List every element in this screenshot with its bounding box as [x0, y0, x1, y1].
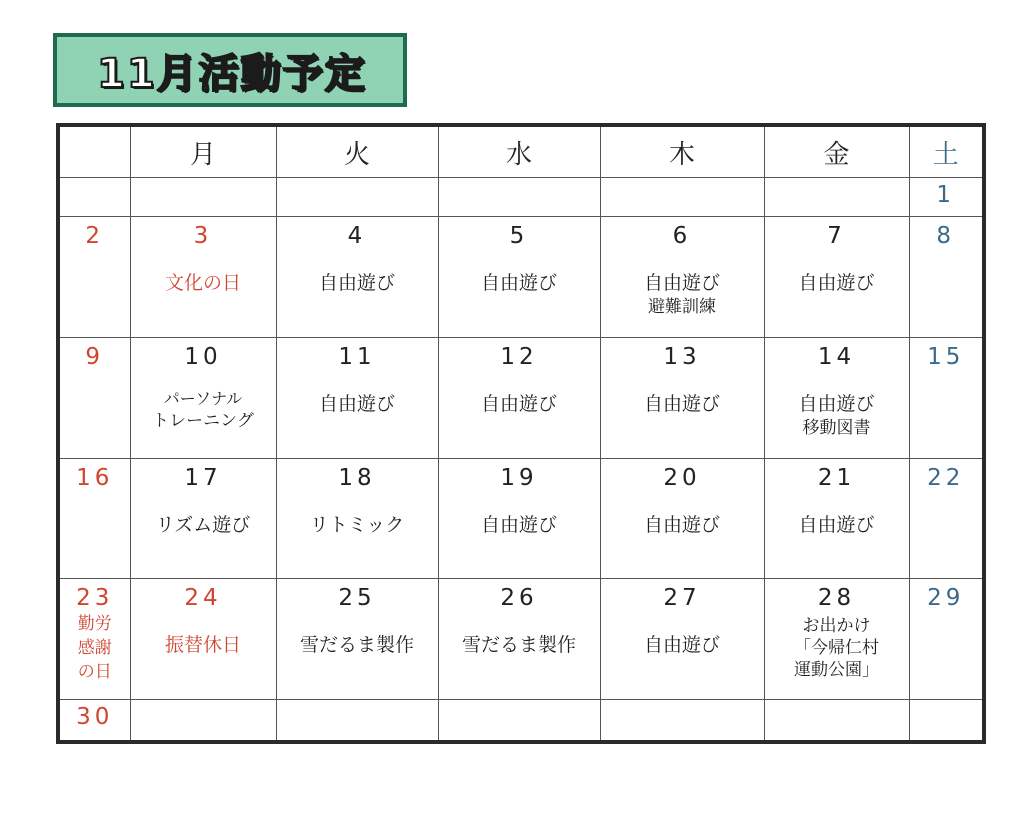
header-mon: 月: [130, 125, 276, 178]
day-cell: [764, 178, 909, 217]
event-label: 自由遊び: [643, 513, 720, 536]
day-cell: [58, 699, 130, 742]
event-sublabel: 避難訓練: [648, 297, 716, 318]
day-number: 23: [76, 585, 114, 612]
day-number: 24: [184, 585, 222, 612]
week-row: [58, 338, 984, 459]
title-banner: [53, 33, 407, 107]
day-cell: [438, 699, 600, 742]
day-number: 25: [338, 585, 376, 612]
day-number: 4: [347, 223, 367, 250]
day-cell: [58, 178, 130, 217]
event-label: リズム遊び: [155, 513, 251, 536]
day-cell: [764, 338, 909, 459]
day-cell: [438, 458, 600, 579]
holiday-note: 感謝: [77, 638, 112, 659]
day-cell: [909, 178, 984, 217]
day-cell: [438, 178, 600, 217]
day-cell: [276, 178, 438, 217]
header-tue: 火: [276, 125, 438, 178]
day-number: 26: [500, 585, 538, 612]
event-label-line2: トレーニング: [152, 411, 254, 432]
event-label: 自由遊び: [798, 272, 875, 295]
day-cell: [600, 699, 764, 742]
day-number: 19: [500, 464, 538, 491]
day-cell: [764, 579, 909, 700]
day-number: 20: [663, 464, 701, 491]
event-label: 自由遊び: [480, 272, 557, 295]
week-row: [58, 458, 984, 579]
day-number: 30: [76, 703, 114, 730]
day-number: 3: [193, 223, 213, 250]
day-number: 11: [338, 344, 376, 371]
day-number: 29: [927, 585, 965, 612]
event-label: 自由遊び: [798, 513, 875, 536]
day-cell: [276, 338, 438, 459]
day-number: 15: [927, 344, 965, 371]
day-number: 1: [936, 182, 956, 209]
event-label: 自由遊び: [643, 634, 720, 657]
day-cell: [909, 579, 984, 700]
day-cell: [438, 338, 600, 459]
event-label: 振替休日: [164, 634, 241, 657]
event-label-line3: 運動公園」: [794, 660, 879, 681]
header-sat: 土: [909, 125, 984, 178]
day-cell: [764, 699, 909, 742]
event-label: リトミック: [309, 513, 405, 536]
day-cell: [600, 338, 764, 459]
event-sublabel: 移動図書: [802, 418, 871, 439]
day-number: 27: [663, 585, 701, 612]
day-cell: [276, 699, 438, 742]
day-cell: [600, 458, 764, 579]
day-number: 10: [184, 344, 222, 371]
day-cell: [58, 579, 130, 700]
day-cell: [909, 699, 984, 742]
day-number: 14: [817, 344, 856, 371]
event-label: 文化の日: [164, 272, 241, 295]
day-cell: [600, 178, 764, 217]
day-number: 22: [927, 464, 965, 491]
event-label: 自由遊び: [318, 272, 395, 295]
event-label: お出かけ: [802, 616, 871, 637]
day-cell: [600, 217, 764, 338]
event-label: 自由遊び: [798, 393, 875, 416]
header-sun: [58, 125, 130, 178]
day-number: 5: [509, 223, 529, 250]
event-label: 自由遊び: [643, 272, 720, 295]
day-number: 7: [827, 223, 846, 250]
calendar-table: [56, 123, 986, 744]
event-label: 自由遊び: [643, 393, 720, 416]
day-cell: [438, 217, 600, 338]
day-number: 17: [184, 464, 222, 491]
week-row: [58, 217, 984, 338]
day-number: 6: [672, 223, 692, 250]
week-row: [58, 579, 984, 700]
day-cell: [130, 579, 276, 700]
day-cell: [130, 338, 276, 459]
day-cell: [58, 217, 130, 338]
day-number: 2: [85, 223, 105, 250]
day-cell: [276, 579, 438, 700]
header-wed: 水: [438, 125, 600, 178]
day-number: 21: [817, 464, 856, 491]
day-cell: [909, 458, 984, 579]
event-label-line2: 「今帰仁村: [794, 638, 879, 659]
day-cell: [130, 699, 276, 742]
day-number: 28: [817, 585, 856, 612]
header-row: [58, 125, 984, 178]
day-cell: [276, 458, 438, 579]
holiday-note: 勤労: [77, 614, 112, 635]
event-label: 自由遊び: [480, 393, 557, 416]
day-number: 18: [338, 464, 376, 491]
day-cell: [130, 458, 276, 579]
day-cell: [764, 217, 909, 338]
week-row: [58, 699, 984, 742]
day-number: 12: [500, 344, 538, 371]
event-label: パーソナル: [163, 389, 243, 409]
day-number: 9: [85, 344, 105, 371]
day-cell: [58, 338, 130, 459]
day-cell: [909, 338, 984, 459]
header-thu: 木: [600, 125, 764, 178]
event-label: 雪だるま製作: [299, 634, 414, 657]
day-cell: [276, 217, 438, 338]
day-cell: [438, 579, 600, 700]
day-cell: [130, 217, 276, 338]
day-number: 13: [663, 344, 701, 371]
event-label: 自由遊び: [318, 393, 395, 416]
day-cell: [130, 178, 276, 217]
day-cell: [600, 579, 764, 700]
week-row: [58, 178, 984, 217]
holiday-note: の日: [77, 662, 112, 683]
header-fri: 金: [764, 125, 909, 178]
day-cell: [58, 458, 130, 579]
event-label: 雪だるま製作: [461, 634, 576, 657]
day-number: 16: [76, 464, 114, 491]
page-title: 11月活動予定: [97, 50, 367, 97]
day-cell: [909, 217, 984, 338]
event-label: 自由遊び: [480, 513, 557, 536]
day-number: 8: [936, 223, 956, 250]
day-cell: [764, 458, 909, 579]
